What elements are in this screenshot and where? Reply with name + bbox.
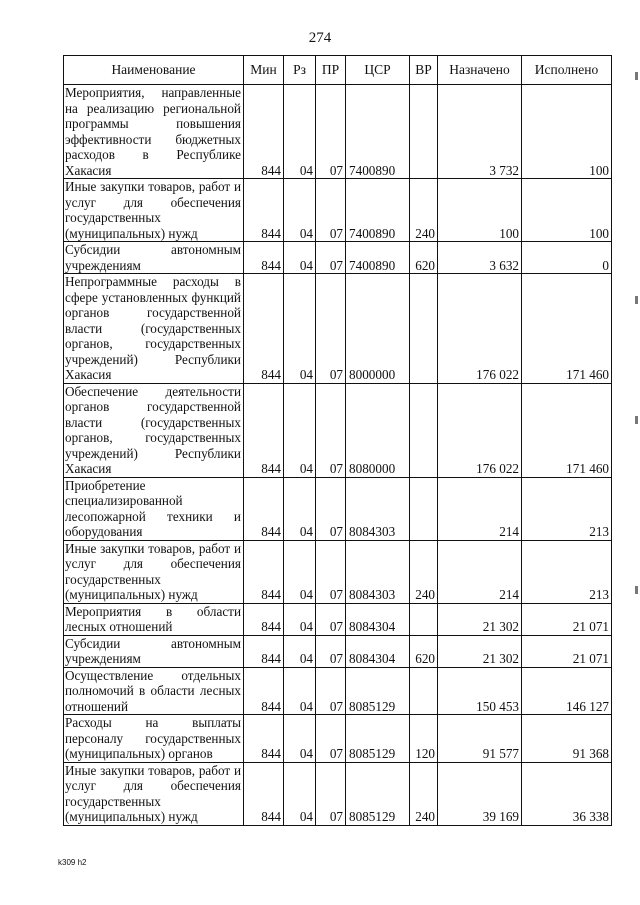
row-name: Расходы на выплаты персоналу государственных (муниципальных) органов: [64, 715, 244, 763]
row-assigned: 100: [438, 179, 522, 242]
row-pr: 07: [316, 477, 346, 540]
row-assigned: 3 632: [438, 242, 522, 274]
row-rz: 04: [284, 603, 316, 635]
row-pr: 07: [316, 635, 346, 667]
row-pr: 07: [316, 762, 346, 825]
row-vr: [410, 85, 438, 179]
row-vr: [410, 274, 438, 384]
column-header: Мин: [244, 56, 284, 85]
row-assigned: 176 022: [438, 274, 522, 384]
row-name: Субсидии автономным учреждениям: [64, 242, 244, 274]
row-name: Осуществление отдельных полномочий в области лесных отношений: [64, 667, 244, 715]
table-row: [64, 383, 612, 477]
row-pr: 07: [316, 274, 346, 384]
table-row: [64, 635, 612, 667]
scan-edge-mark: [635, 296, 638, 304]
column-header: Наименование: [64, 56, 244, 85]
table-row: [64, 603, 612, 635]
table-row: [64, 85, 612, 179]
row-csr: 8084303: [346, 540, 410, 603]
row-vr: 620: [410, 635, 438, 667]
row-min: 844: [244, 603, 284, 635]
row-rz: 04: [284, 383, 316, 477]
row-min: 844: [244, 179, 284, 242]
row-name: Непрограммные расходы в сфере установленных функций органов государственной власти (государственных органов, государственных учреждений) Республики Хакасия: [64, 274, 244, 384]
row-rz: 04: [284, 762, 316, 825]
row-rz: 04: [284, 242, 316, 274]
row-executed: 213: [522, 540, 612, 603]
row-csr: 8000000: [346, 274, 410, 384]
table-row: [64, 762, 612, 825]
row-assigned: 150 453: [438, 667, 522, 715]
scan-edge-mark: [635, 416, 638, 424]
row-csr: 8085129: [346, 762, 410, 825]
row-executed: 100: [522, 85, 612, 179]
row-name: Мероприятия в области лесных отношений: [64, 603, 244, 635]
row-pr: 07: [316, 715, 346, 763]
table-row: [64, 667, 612, 715]
page-number: 274: [308, 30, 332, 46]
table-row: [64, 715, 612, 763]
row-vr: [410, 603, 438, 635]
table-row: [64, 540, 612, 603]
row-name: Приобретение специализированной лесопожарной техники и оборудования: [64, 477, 244, 540]
budget-table: [63, 55, 612, 826]
table-header-row: [64, 56, 612, 85]
column-header: Рз: [284, 56, 316, 85]
row-assigned: 91 577: [438, 715, 522, 763]
row-csr: 7400890: [346, 242, 410, 274]
table-row: [64, 477, 612, 540]
row-pr: 07: [316, 603, 346, 635]
row-csr: 8084303: [346, 477, 410, 540]
row-min: 844: [244, 635, 284, 667]
row-assigned: 176 022: [438, 383, 522, 477]
row-executed: 0: [522, 242, 612, 274]
row-pr: 07: [316, 85, 346, 179]
row-pr: 07: [316, 540, 346, 603]
row-name: Иные закупки товаров, работ и услуг для обеспечения государственных (муниципальных) нужд: [64, 179, 244, 242]
table-row: [64, 242, 612, 274]
row-name: Обеспечение деятельности органов государственной власти (государственных органов, государственных учреждений) Республики Хакасия: [64, 383, 244, 477]
row-rz: 04: [284, 85, 316, 179]
row-name: Иные закупки товаров, работ и услуг для обеспечения государственных (муниципальных) нужд: [64, 762, 244, 825]
row-csr: 8084304: [346, 603, 410, 635]
row-assigned: 214: [438, 540, 522, 603]
row-min: 844: [244, 762, 284, 825]
row-vr: [410, 667, 438, 715]
row-vr: 240: [410, 179, 438, 242]
row-rz: 04: [284, 540, 316, 603]
row-pr: 07: [316, 383, 346, 477]
row-csr: 8085129: [346, 667, 410, 715]
table-row: [64, 179, 612, 242]
row-pr: 07: [316, 179, 346, 242]
column-header: ВР: [410, 56, 438, 85]
row-vr: [410, 477, 438, 540]
footer-code: k309 h2: [58, 858, 87, 867]
row-min: 844: [244, 540, 284, 603]
column-header: Исполнено: [522, 56, 612, 85]
row-rz: 04: [284, 477, 316, 540]
row-csr: 8080000: [346, 383, 410, 477]
row-vr: 240: [410, 762, 438, 825]
row-pr: 07: [316, 242, 346, 274]
row-executed: 171 460: [522, 274, 612, 384]
row-vr: 620: [410, 242, 438, 274]
scan-edge-mark: [635, 586, 638, 594]
row-min: 844: [244, 667, 284, 715]
row-min: 844: [244, 477, 284, 540]
row-assigned: 3 732: [438, 85, 522, 179]
row-executed: 91 368: [522, 715, 612, 763]
row-executed: 171 460: [522, 383, 612, 477]
row-executed: 21 071: [522, 635, 612, 667]
row-vr: 240: [410, 540, 438, 603]
column-header: ЦСР: [346, 56, 410, 85]
row-executed: 146 127: [522, 667, 612, 715]
row-rz: 04: [284, 179, 316, 242]
row-csr: 7400890: [346, 85, 410, 179]
column-header: ПР: [316, 56, 346, 85]
row-name: Субсидии автономным учреждениям: [64, 635, 244, 667]
row-executed: 213: [522, 477, 612, 540]
row-name: Мероприятия, направленные на реализацию региональной программы повышения эффективности бюджетных расходов в Республике Хакасия: [64, 85, 244, 179]
row-executed: 100: [522, 179, 612, 242]
row-csr: 8084304: [346, 635, 410, 667]
row-executed: 36 338: [522, 762, 612, 825]
row-assigned: 21 302: [438, 603, 522, 635]
row-rz: 04: [284, 635, 316, 667]
row-min: 844: [244, 242, 284, 274]
row-assigned: 39 169: [438, 762, 522, 825]
row-min: 844: [244, 383, 284, 477]
row-vr: 120: [410, 715, 438, 763]
row-name: Иные закупки товаров, работ и услуг для обеспечения государственных (муниципальных) нужд: [64, 540, 244, 603]
row-assigned: 214: [438, 477, 522, 540]
row-pr: 07: [316, 667, 346, 715]
row-min: 844: [244, 85, 284, 179]
row-rz: 04: [284, 667, 316, 715]
scan-edge-mark: [635, 72, 638, 80]
row-csr: 7400890: [346, 179, 410, 242]
row-assigned: 21 302: [438, 635, 522, 667]
table-row: [64, 274, 612, 384]
row-rz: 04: [284, 274, 316, 384]
row-csr: 8085129: [346, 715, 410, 763]
column-header: Назначено: [438, 56, 522, 85]
row-min: 844: [244, 715, 284, 763]
row-min: 844: [244, 274, 284, 384]
row-executed: 21 071: [522, 603, 612, 635]
row-vr: [410, 383, 438, 477]
row-rz: 04: [284, 715, 316, 763]
